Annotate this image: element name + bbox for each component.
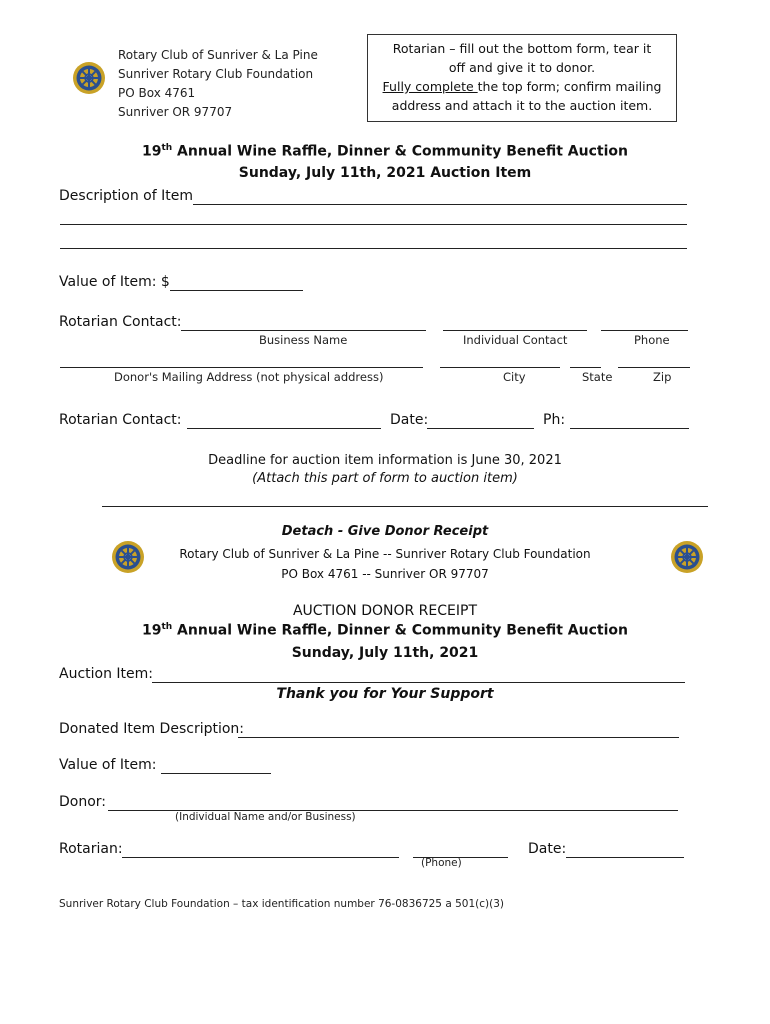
value-label: Value of Item: $ [59, 274, 170, 290]
mailing-address-caption: Donor's Mailing Address (not physical address) [114, 370, 384, 384]
rotarian-contact2-label: Rotarian Contact: [59, 412, 182, 428]
auction-item-field[interactable] [152, 666, 685, 683]
title-number: 19 [141, 143, 162, 160]
org-address [118, 46, 318, 122]
rotary-seal-icon [72, 61, 106, 95]
donor-label: Donor: [59, 794, 107, 810]
zip-caption: Zip [653, 370, 672, 384]
receipt-phone-field[interactable] [413, 841, 508, 858]
description-field-2[interactable] [60, 210, 687, 225]
individual-contact-caption: Individual Contact [463, 333, 568, 347]
state-field[interactable] [570, 353, 601, 368]
state-caption: State [582, 370, 613, 384]
instruction-line: address and attach it to the auction item. [391, 98, 653, 113]
detach-heading: Detach - Give Donor Receipt [281, 524, 489, 539]
address-line: Sunriver OR 97707 [118, 105, 233, 119]
receipt-date-label: Date: [528, 841, 567, 857]
description-field-3[interactable] [60, 234, 687, 249]
city-field[interactable] [440, 353, 560, 368]
deadline-note: Deadline for auction item information is June 30, 2021 [208, 453, 562, 468]
value-field[interactable] [170, 274, 303, 291]
instruction-emphasis: Fully complete [382, 79, 478, 94]
rotarian-field[interactable] [122, 841, 399, 858]
receipt-phone-caption: (Phone) [421, 857, 462, 869]
instruction-box [367, 34, 677, 122]
business-name-caption: Business Name [259, 333, 348, 347]
receipt-date-line: Sunday, July 11th, 2021 [291, 645, 479, 661]
date-label: Date: [390, 412, 429, 428]
city-caption: City [503, 370, 526, 384]
address-line: Rotary Club of Sunriver & La Pine [118, 48, 318, 62]
donor-field[interactable] [108, 794, 678, 811]
auction-item-label: Auction Item: [59, 666, 154, 682]
rotarian-contact2-field[interactable] [187, 412, 381, 429]
description-label: Description of Item [59, 188, 193, 204]
donor-caption: (Individual Name and/or Business) [175, 811, 356, 823]
receipt-value-label: Value of Item: [59, 757, 157, 773]
instruction-line: off and give it to donor. [448, 60, 596, 75]
detach-line [102, 494, 708, 507]
title-text: Annual Wine Raffle, Dinner & Community Benefit Auction [172, 622, 628, 639]
title-number: 19 [141, 622, 162, 639]
address-line: PO Box 4761 [118, 86, 196, 100]
rotarian-label: Rotarian: [59, 841, 123, 857]
phone-caption: Phone [634, 333, 670, 347]
phone-field[interactable] [601, 314, 688, 331]
receipt-value-field[interactable] [161, 757, 271, 774]
instruction-line: Rotarian – fill out the bottom form, tear it [392, 41, 652, 56]
zip-field[interactable] [618, 353, 690, 368]
address-line: Sunriver Rotary Club Foundation [118, 67, 314, 81]
receipt-event-title [0, 622, 770, 639]
event-title [0, 143, 770, 160]
business-name-field[interactable] [181, 314, 426, 331]
attach-note: (Attach this part of form to auction item) [252, 471, 518, 486]
receipt-po-line: PO Box 4761 -- Sunriver OR 97707 [281, 567, 489, 581]
ph-label: Ph: [543, 412, 566, 428]
date-field[interactable] [427, 412, 534, 429]
instruction-line [368, 77, 676, 96]
event-subtitle: Sunday, July 11th, 2021 Auction Item [238, 165, 532, 181]
rotarian-contact-label: Rotarian Contact: [59, 314, 182, 330]
ph-field[interactable] [570, 412, 689, 429]
donated-desc-field[interactable] [238, 721, 679, 738]
receipt-date-field[interactable] [566, 841, 684, 858]
thanks-note: Thank you for Your Support [276, 686, 494, 702]
tax-id-footer: Sunriver Rotary Club Foundation – tax identification number 76-0836725 a 501(c)(3) [59, 898, 504, 910]
description-field-1[interactable] [193, 188, 687, 205]
mailing-address-field[interactable] [60, 353, 423, 368]
individual-contact-field[interactable] [443, 314, 587, 331]
title-ordinal: th [161, 622, 173, 632]
receipt-heading: AUCTION DONOR RECEIPT [292, 603, 477, 619]
title-text: Annual Wine Raffle, Dinner & Community Benefit Auction [172, 143, 628, 160]
instruction-text: the top form; confirm mailing [477, 79, 662, 94]
title-ordinal: th [161, 143, 173, 153]
donated-desc-label: Donated Item Description: [59, 721, 245, 737]
receipt-org-line: Rotary Club of Sunriver & La Pine -- Sunriver Rotary Club Foundation [179, 547, 591, 561]
